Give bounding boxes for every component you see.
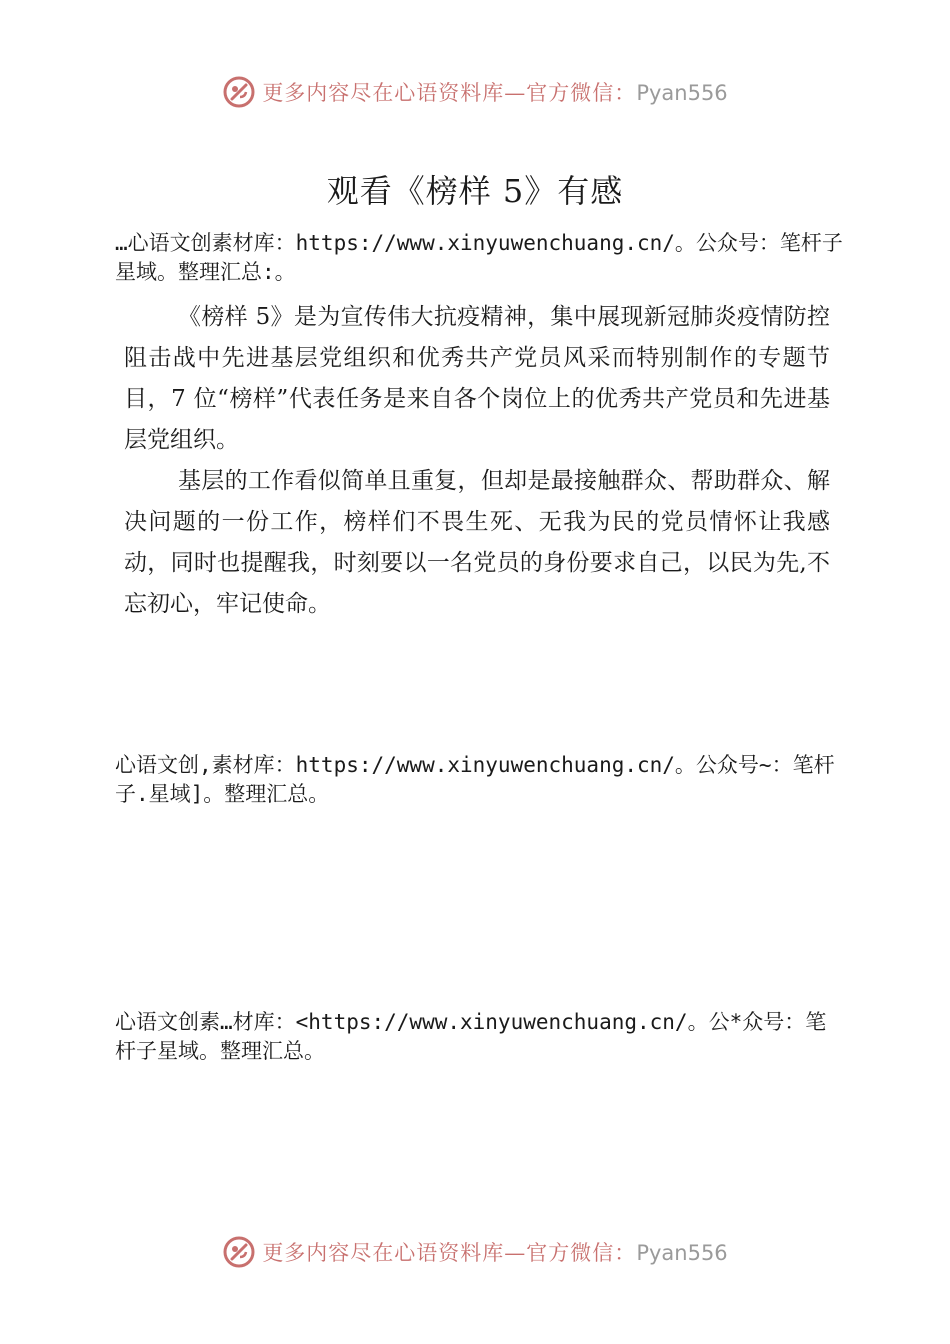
- source-note-3: 心语文创素…材库：<https://www.xinyuwenchuang.cn/。公*众号：笔杆子星域。整理汇总。: [115, 1010, 827, 1063]
- document-title: 观看《榜样 5》有感: [326, 172, 624, 210]
- header-banner: [0, 72, 950, 112]
- footer-wechat-id: Pyan556: [636, 1241, 728, 1265]
- header-wechat-id: Pyan556: [636, 81, 728, 105]
- source-note-1: …心语文创素材库：https://www.xinyuwenchuang.cn/。公众号：笔杆子星域。整理汇总:。: [115, 231, 843, 284]
- source-note-2: 心语文创,素材库：https://www.xinyuwenchuang.cn/。公众号~：笔杆子.星域]。整理汇总。: [115, 753, 835, 806]
- xinyu-logo-icon: [222, 75, 256, 109]
- footer-banner: [0, 1232, 950, 1272]
- header-banner-text: 更多内容尽在心语资料库—官方微信：Pyan556: [262, 81, 728, 105]
- footer-banner-text: 更多内容尽在心语资料库—官方微信：Pyan556: [262, 1241, 728, 1265]
- body-paragraph-2: 基层的工作看似简单且重复，但却是最接触群众、帮助群众、解决问题的一份工作，榜样们不畏生死、无我为民的党员情怀让我感动，同时也提醒我，时刻要以一名党员的身份要求自己，以民为先,不忘初心，牢记使命。: [124, 468, 830, 617]
- document-body: [124, 297, 830, 625]
- xinyu-logo-icon: [222, 1235, 256, 1269]
- body-paragraph-1: 《榜样 5》是为宣传伟大抗疫精神，集中展现新冠肺炎疫情防控阻击战中先进基层党组织和优秀共产党员风采而特别制作的专题节目，7 位“榜样”代表任务是来自各个岗位上的优秀共产党员和先进基层党组织。: [124, 304, 830, 453]
